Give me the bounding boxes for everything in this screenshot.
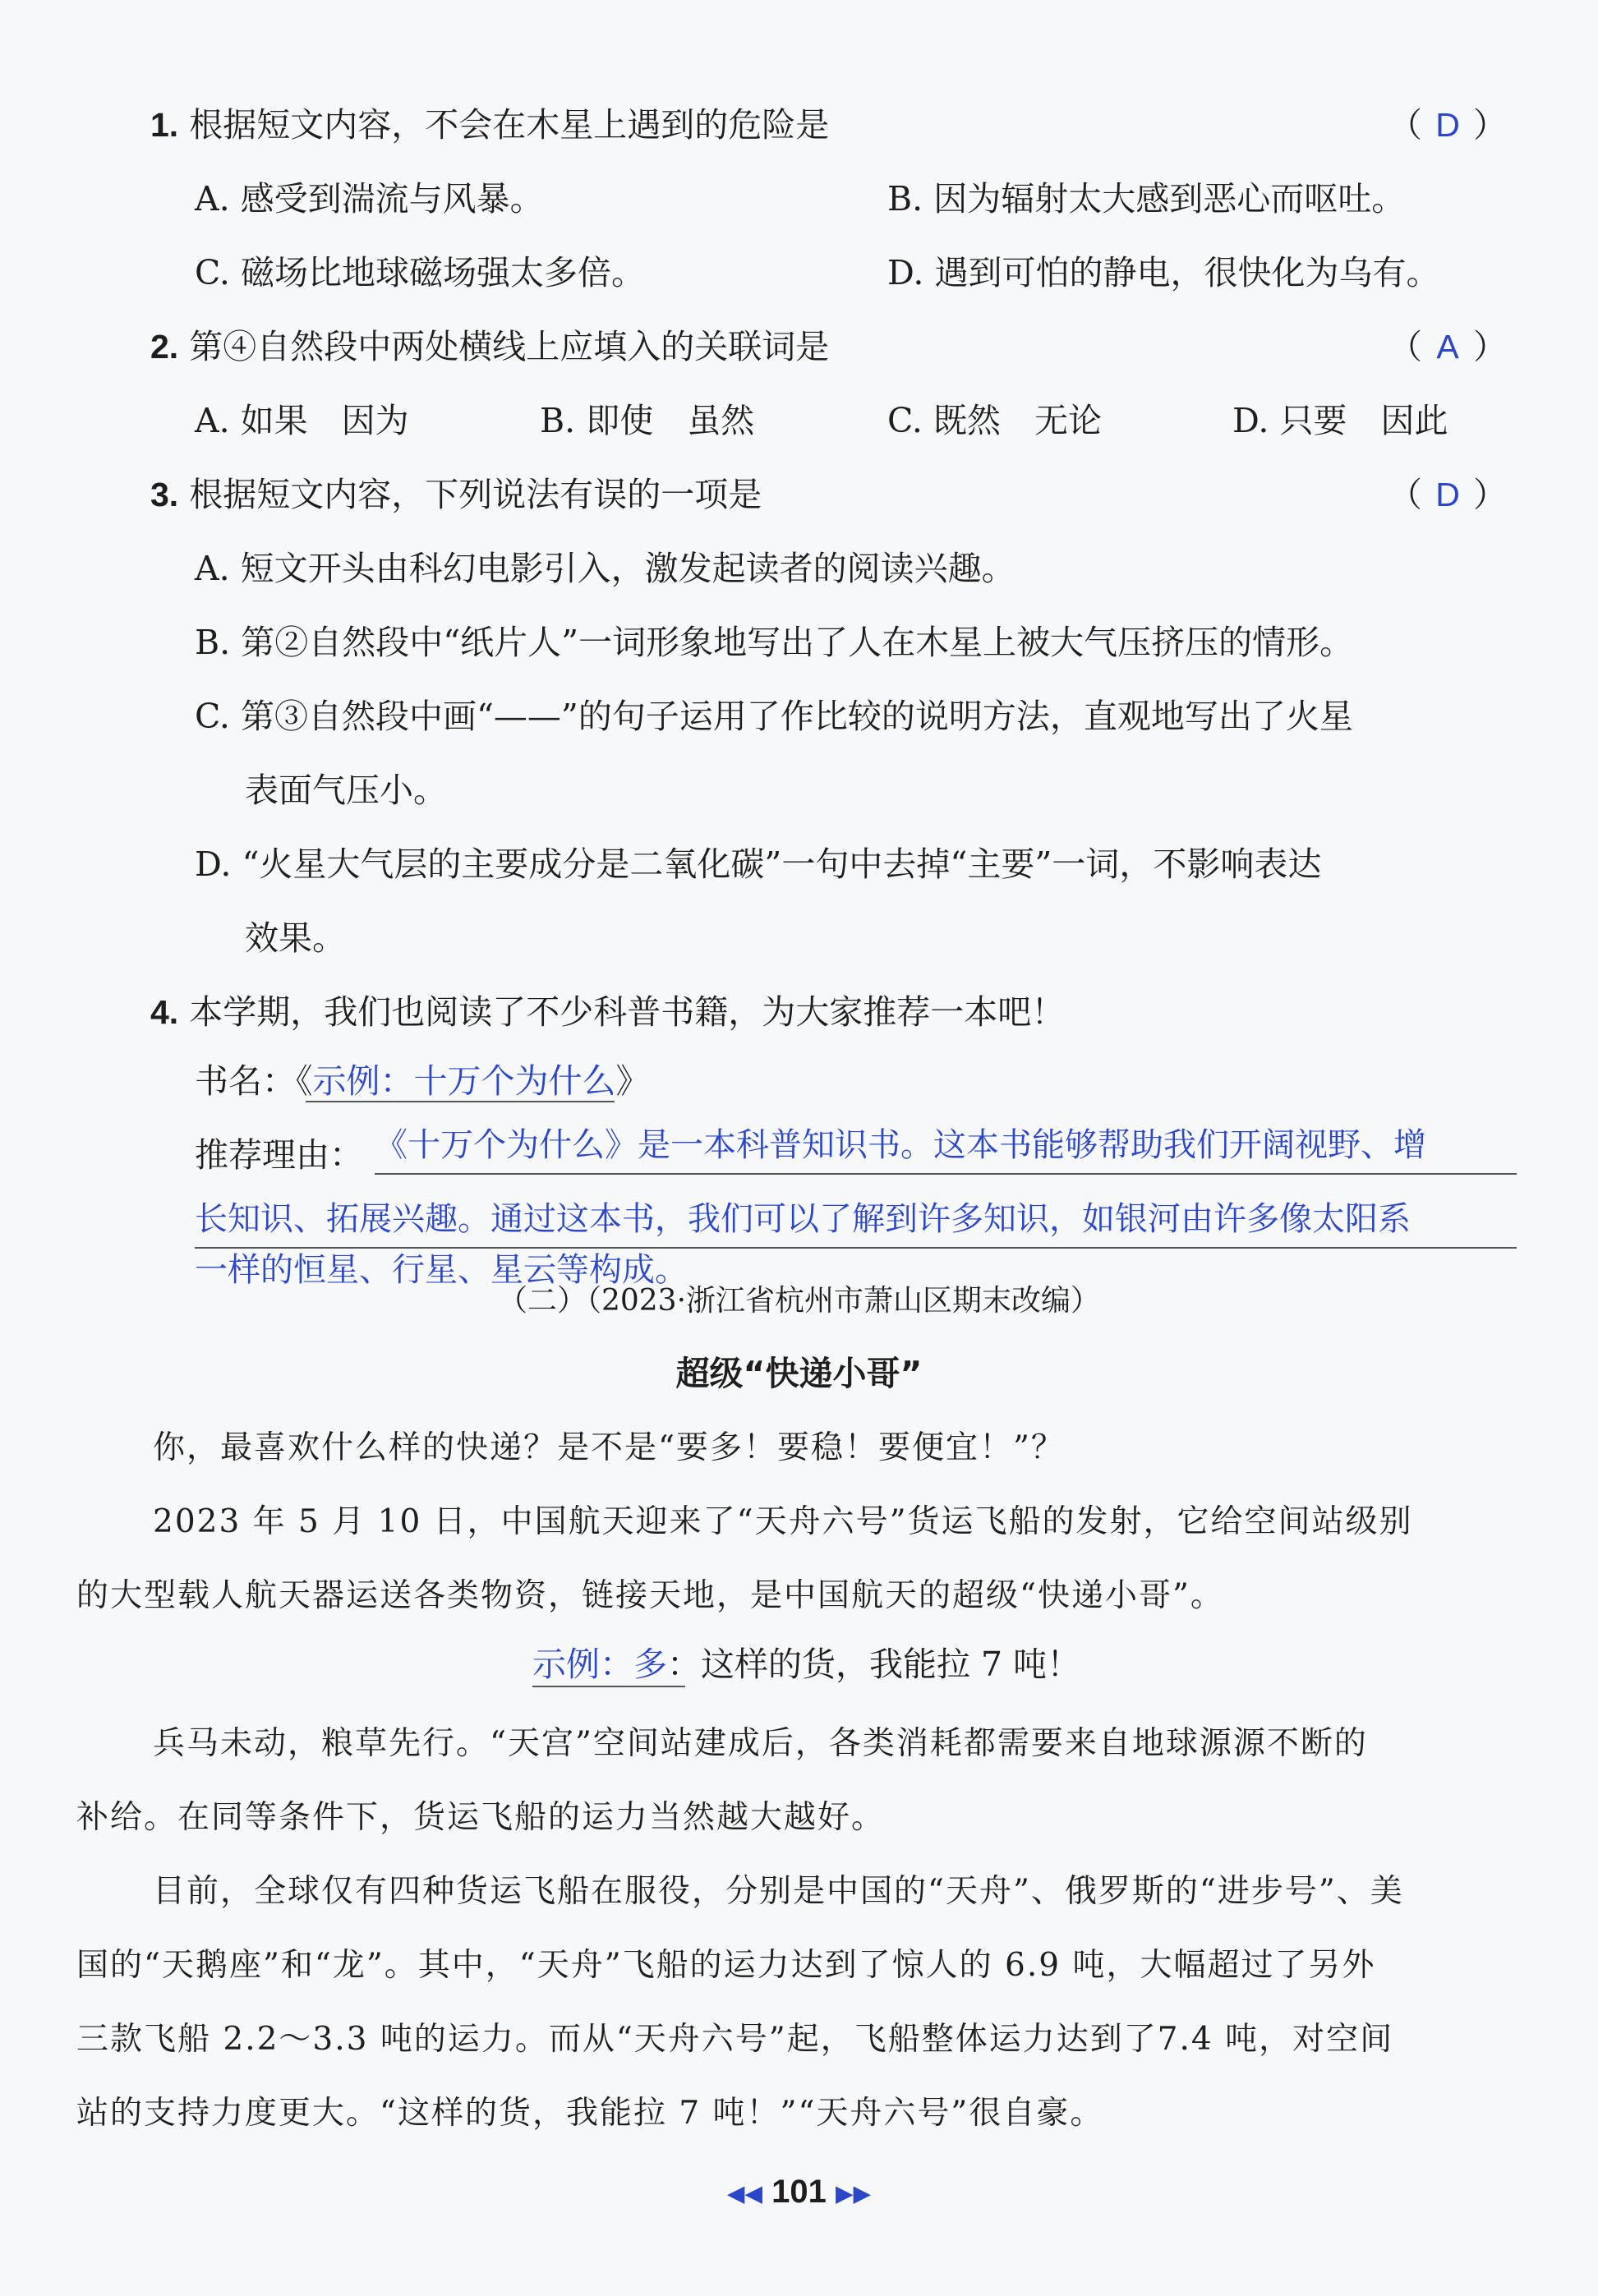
- bracket-open: （: [1388, 327, 1422, 366]
- answer-bracket-1: [1388, 100, 1507, 150]
- section-source: （二）（2023·浙江省杭州市萧山区期末改编）: [497, 1284, 1101, 1318]
- option-3d: D. “火星大气层的主要成分是二氧化碳”一句中去掉“主要”一词，不影响表达: [195, 844, 1322, 884]
- answer-bracket-3: [1388, 470, 1507, 519]
- option-1d: D. 遇到可怕的静电，很快化为乌有。: [887, 253, 1440, 292]
- subheading-answer: 示例：多: [532, 1645, 667, 1684]
- option-2c: C. 既然 无论: [887, 401, 1102, 440]
- option-3a: A. 短文开头由科幻电影引入，激发起读者的阅读兴趣。: [195, 549, 1015, 588]
- option-3c: C. 第③自然段中画“——”的句子运用了作比较的说明方法，直观地写出了火星: [195, 697, 1353, 736]
- question-1: [150, 100, 829, 150]
- answer-value: A: [1436, 328, 1459, 366]
- question-text: 根据短文内容，不会在木星上遇到的危险是: [189, 105, 830, 145]
- question-text: 根据短文内容，下列说法有误的一项是: [189, 475, 762, 514]
- reason-underline-1: [375, 1173, 1517, 1175]
- question-number: 2.: [150, 328, 179, 366]
- bracket-close: ）: [1473, 105, 1507, 145]
- option-3b: B. 第②自然段中“纸片人”一词形象地写出了人在木星上被大气压挤压的情形。: [195, 623, 1354, 662]
- page-number: 101: [771, 2174, 827, 2210]
- paragraph: 国的“天鹅座”和“龙”。其中，“天舟”飞船的运力达到了惊人的 6.9 吨，大幅超过了另外: [76, 1947, 1376, 1984]
- option-3d-cont: 效果。: [245, 918, 346, 958]
- option-1c: C. 磁场比地球磁场强太多倍。: [195, 253, 645, 292]
- paragraph: 补给。在同等条件下，货运飞船的运力当然越大越好。: [76, 1799, 886, 1836]
- book-underline: [306, 1101, 615, 1102]
- option-2b: B. 即使 虽然: [540, 401, 755, 440]
- option-2a: A. 如果 因为: [195, 401, 409, 440]
- next-arrows-icon: ▶▶: [836, 2180, 872, 2206]
- bracket-open: （: [1388, 475, 1422, 514]
- subheading: [532, 1640, 1080, 1689]
- paragraph: 站的支持力度更大。“这样的货，我能拉 7 吨！”“天舟六号”很自豪。: [76, 2095, 1104, 2132]
- question-text: 第④自然段中两处横线上应填入的关联词是: [189, 327, 830, 366]
- question-3: [150, 470, 762, 519]
- answer-value: D: [1435, 476, 1460, 513]
- question-text: 本学期，我们也阅读了不少科普书籍，为大家推荐一本吧！: [189, 992, 1066, 1032]
- page-footer: [0, 2169, 1598, 2216]
- question-number: 4.: [150, 993, 179, 1031]
- answer-value: D: [1435, 106, 1460, 144]
- book-close: 》: [615, 1061, 650, 1101]
- question-4: [150, 987, 1065, 1037]
- subheading-underline: [532, 1686, 685, 1687]
- reason-label: 推荐理由：: [195, 1135, 363, 1175]
- question-number: 1.: [150, 106, 179, 144]
- bracket-close: ）: [1473, 327, 1507, 366]
- paragraph: 三款飞船 2.2～3.3 吨的运力。而从“天舟六号”起，飞船整体运力达到了7.4 吨，对空间: [76, 2021, 1394, 2058]
- book-label: 书名：《: [195, 1061, 313, 1101]
- subheading-text: ：这样的货，我能拉 7 吨！: [667, 1645, 1081, 1684]
- option-1a: A. 感受到湍流与风暴。: [195, 179, 544, 219]
- reason-line-1: 《十万个为什么》是一本科普知识书。这本书能够帮助我们开阔视野、增: [375, 1126, 1426, 1164]
- reason-line-3: 一样的恒星、行星、星云等构成。: [195, 1251, 688, 1289]
- option-1b: B. 因为辐射太大感到恶心而呕吐。: [887, 179, 1406, 219]
- book-answer: 示例：十万个为什么: [312, 1061, 616, 1101]
- question-number: 3.: [150, 476, 179, 513]
- option-2d: D. 只要 因此: [1232, 401, 1448, 440]
- paragraph: 的大型载人航天器运送各类物资，链接天地，是中国航天的超级“快递小哥”。: [76, 1577, 1224, 1614]
- paragraph: 兵马未动，粮草先行。“天宫”空间站建成后，各类消耗都需要来自地球源源不断的: [153, 1725, 1368, 1762]
- reason-line-2: 长知识、拓展兴趣。通过这本书，我们可以了解到许多知识，如银河由许多像太阳系: [195, 1200, 1411, 1238]
- bracket-open: （: [1388, 105, 1422, 145]
- bracket-close: ）: [1473, 475, 1507, 514]
- option-3c-cont: 表面气压小。: [245, 771, 447, 810]
- prev-arrows-icon: ◀◀: [726, 2180, 762, 2206]
- paragraph: 你，最喜欢什么样的快递？是不是“要多！要稳！要便宜！”？: [153, 1429, 1065, 1466]
- paragraph: 2023 年 5 月 10 日，中国航天迎来了“天舟六号”货运飞船的发射，它给空间站级别: [153, 1503, 1413, 1540]
- article-title: 超级“快递小哥”: [675, 1354, 923, 1393]
- book-name-row: [195, 1056, 650, 1106]
- question-2: [150, 322, 829, 371]
- paragraph: 目前，全球仅有四种货运飞船在服役，分别是中国的“天舟”、俄罗斯的“进步号”、美: [153, 1873, 1404, 1910]
- answer-bracket-2: [1388, 322, 1507, 371]
